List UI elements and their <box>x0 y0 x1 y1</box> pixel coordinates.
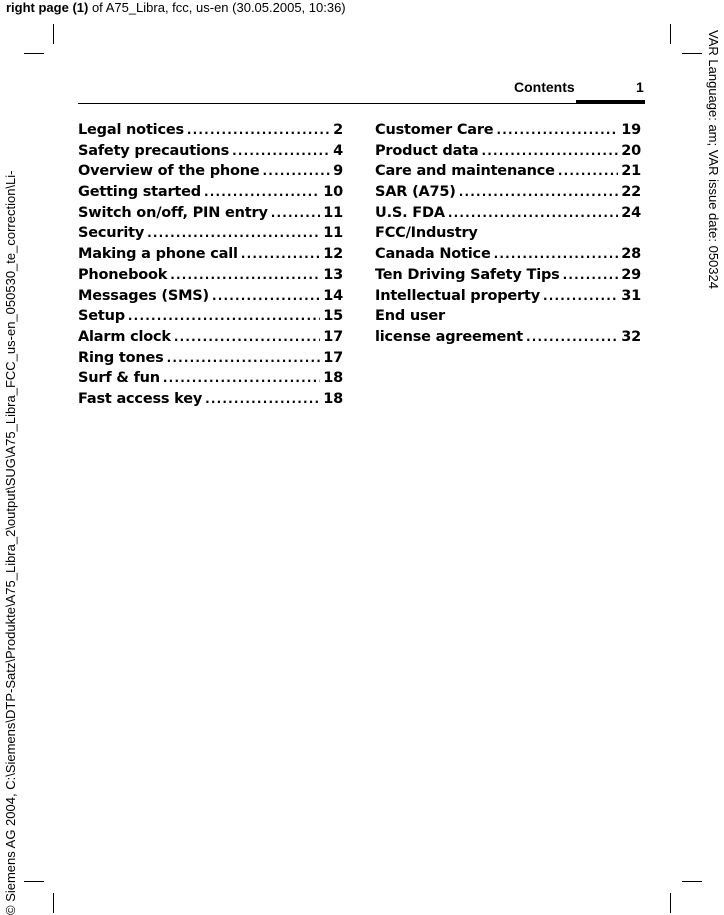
toc-entry[interactable] <box>78 120 343 141</box>
toc-entry-page: 21 <box>621 163 641 180</box>
toc-leader-dots <box>187 120 330 141</box>
toc-leader-dots <box>494 244 619 265</box>
toc-entry[interactable] <box>78 389 343 410</box>
toc-entry-page: 18 <box>323 370 343 387</box>
toc-entry-label: Alarm clock <box>78 328 171 345</box>
toc-entry-label: license agreement <box>375 328 523 345</box>
toc-entry-label: Making a phone call <box>78 246 238 263</box>
toc-entry-label: Security <box>78 225 145 242</box>
toc-entry-label: Ten Driving Safety Tips <box>375 266 560 283</box>
toc-leader-dots <box>167 348 321 369</box>
toc-entry-page: 28 <box>621 246 641 263</box>
left-margin-copyright: © Siemens AG 2004, C:\Siemens\DTP-Satz\Produkte\A75_Libra_2\output\SUG\A75_Libra_FCC_us-en_050530_te_correction\Li- <box>3 170 18 915</box>
toc-leader-dots <box>448 203 618 224</box>
toc-entry-label: Fast access key <box>78 390 203 407</box>
page-title: Contents <box>514 79 575 95</box>
toc-entry-page: 4 <box>333 142 343 159</box>
header-tab-bar <box>576 100 645 104</box>
toc-entry[interactable] <box>78 182 343 203</box>
toc-entry-page: 32 <box>621 328 641 345</box>
toc-entry-page: 19 <box>621 122 641 138</box>
toc-entry-page: 12 <box>323 246 343 263</box>
page-number: 1 <box>636 79 644 95</box>
toc-leader-dots <box>232 141 330 162</box>
toc-entry[interactable] <box>78 265 343 286</box>
toc-entry-label: Messages (SMS) <box>78 287 209 304</box>
toc-entry-label: FCC/Industry <box>375 225 478 242</box>
toc-leader-dots <box>163 368 320 389</box>
toc-entry-page: 31 <box>621 287 641 304</box>
toc-entry-label: U.S. FDA <box>375 204 445 221</box>
toc-entry[interactable] <box>78 368 343 389</box>
toc-entry[interactable] <box>375 265 641 286</box>
crop-mark <box>24 53 44 54</box>
toc-entry-page: 11 <box>323 204 343 221</box>
toc-entry-page: 13 <box>323 266 343 283</box>
toc-entry-label: Intellectual property <box>375 287 540 304</box>
toc-entry-label: Switch on/off, PIN entry <box>78 204 268 221</box>
toc-entry-label: SAR (A75) <box>375 184 456 201</box>
toc-leader-dots <box>128 306 320 327</box>
toc-leader-dots <box>170 265 320 286</box>
toc-leader-dots <box>241 244 320 265</box>
toc-entry-page: 11 <box>323 225 343 242</box>
toc-entry-label: Canada Notice <box>375 246 491 263</box>
toc-entry-label: Phonebook <box>78 266 168 283</box>
toc-entry[interactable] <box>375 161 641 182</box>
toc-entry[interactable] <box>78 244 343 265</box>
toc-entry[interactable] <box>375 286 641 307</box>
toc-entry-page: 22 <box>621 184 641 201</box>
toc-entry-page: 17 <box>323 349 343 366</box>
toc-entry-label: Ring tones <box>78 349 164 366</box>
toc-entry-label: Product data <box>375 142 479 159</box>
toc-entry[interactable] <box>78 161 343 182</box>
crop-mark <box>670 893 671 913</box>
toc-entry[interactable] <box>375 120 641 141</box>
toc-leader-dots <box>174 327 320 348</box>
toc-entry[interactable] <box>375 203 641 224</box>
toc-leader-dots <box>482 141 619 162</box>
toc-leader-dots <box>563 265 619 286</box>
toc-leader-dots <box>558 161 618 182</box>
toc-entry[interactable] <box>78 286 343 307</box>
toc-column-right <box>375 120 641 348</box>
toc-entry-label: Legal notices <box>78 122 184 138</box>
toc-leader-dots <box>496 120 618 141</box>
crop-mark <box>670 24 671 44</box>
toc-entry[interactable] <box>78 203 343 224</box>
toc-entry-page: 14 <box>323 287 343 304</box>
toc-entry-page: 15 <box>323 308 343 325</box>
toc-leader-dots <box>459 182 618 203</box>
toc-leader-dots <box>205 389 320 410</box>
toc-leader-dots <box>212 286 320 307</box>
toc-entry-continued[interactable] <box>375 223 641 244</box>
toc-entry-page: 17 <box>323 328 343 345</box>
toc-entry-page: 24 <box>621 204 641 221</box>
toc-entry-page: 20 <box>621 142 641 159</box>
toc-entry[interactable] <box>78 348 343 369</box>
print-info-page: right page (1) <box>6 0 89 15</box>
toc-entry-continued[interactable] <box>375 306 641 327</box>
crop-mark <box>53 24 54 44</box>
toc-leader-dots <box>263 161 331 182</box>
toc-entry-label: Getting started <box>78 184 201 201</box>
toc-leader-dots <box>543 286 618 307</box>
print-info-line <box>6 0 346 15</box>
toc-entry[interactable] <box>78 306 343 327</box>
toc-entry[interactable] <box>78 141 343 162</box>
toc-entry-page: 2 <box>333 122 343 138</box>
toc-entry-page: 29 <box>621 266 641 283</box>
crop-mark <box>682 881 702 882</box>
toc-leader-dots <box>147 223 320 244</box>
toc-leader-dots <box>271 203 320 224</box>
toc-entry[interactable] <box>375 141 641 162</box>
toc-entry[interactable] <box>375 327 641 348</box>
crop-mark <box>53 893 54 913</box>
toc-entry-label: Care and maintenance <box>375 163 555 180</box>
toc-entry-label: Setup <box>78 308 125 325</box>
toc-entry-page: 18 <box>323 390 343 407</box>
toc-leader-dots <box>526 327 618 348</box>
toc-entry[interactable] <box>375 182 641 203</box>
right-margin-var-info: VAR Language: am; VAR issue date: 050324 <box>706 30 721 289</box>
toc-entry-label: Surf & fun <box>78 370 160 387</box>
toc-entry-page: 10 <box>323 184 343 201</box>
toc-entry-page: 9 <box>333 163 343 180</box>
toc-column-left <box>78 120 343 410</box>
crop-mark <box>24 881 44 882</box>
toc-entry-label: Safety precautions <box>78 142 230 159</box>
toc-entry-label: Overview of the phone <box>78 163 260 180</box>
toc-entry-label: End user <box>375 308 445 325</box>
toc-entry[interactable] <box>78 223 343 244</box>
crop-mark <box>682 53 702 54</box>
toc-entry-label: Customer Care <box>375 122 494 138</box>
header-rule <box>78 103 645 104</box>
print-info-details: of A75_Libra, fcc, us-en (30.05.2005, 10:36) <box>88 0 346 15</box>
toc-entry[interactable] <box>78 327 343 348</box>
toc-leader-dots <box>204 182 320 203</box>
toc-entry[interactable] <box>375 244 641 265</box>
